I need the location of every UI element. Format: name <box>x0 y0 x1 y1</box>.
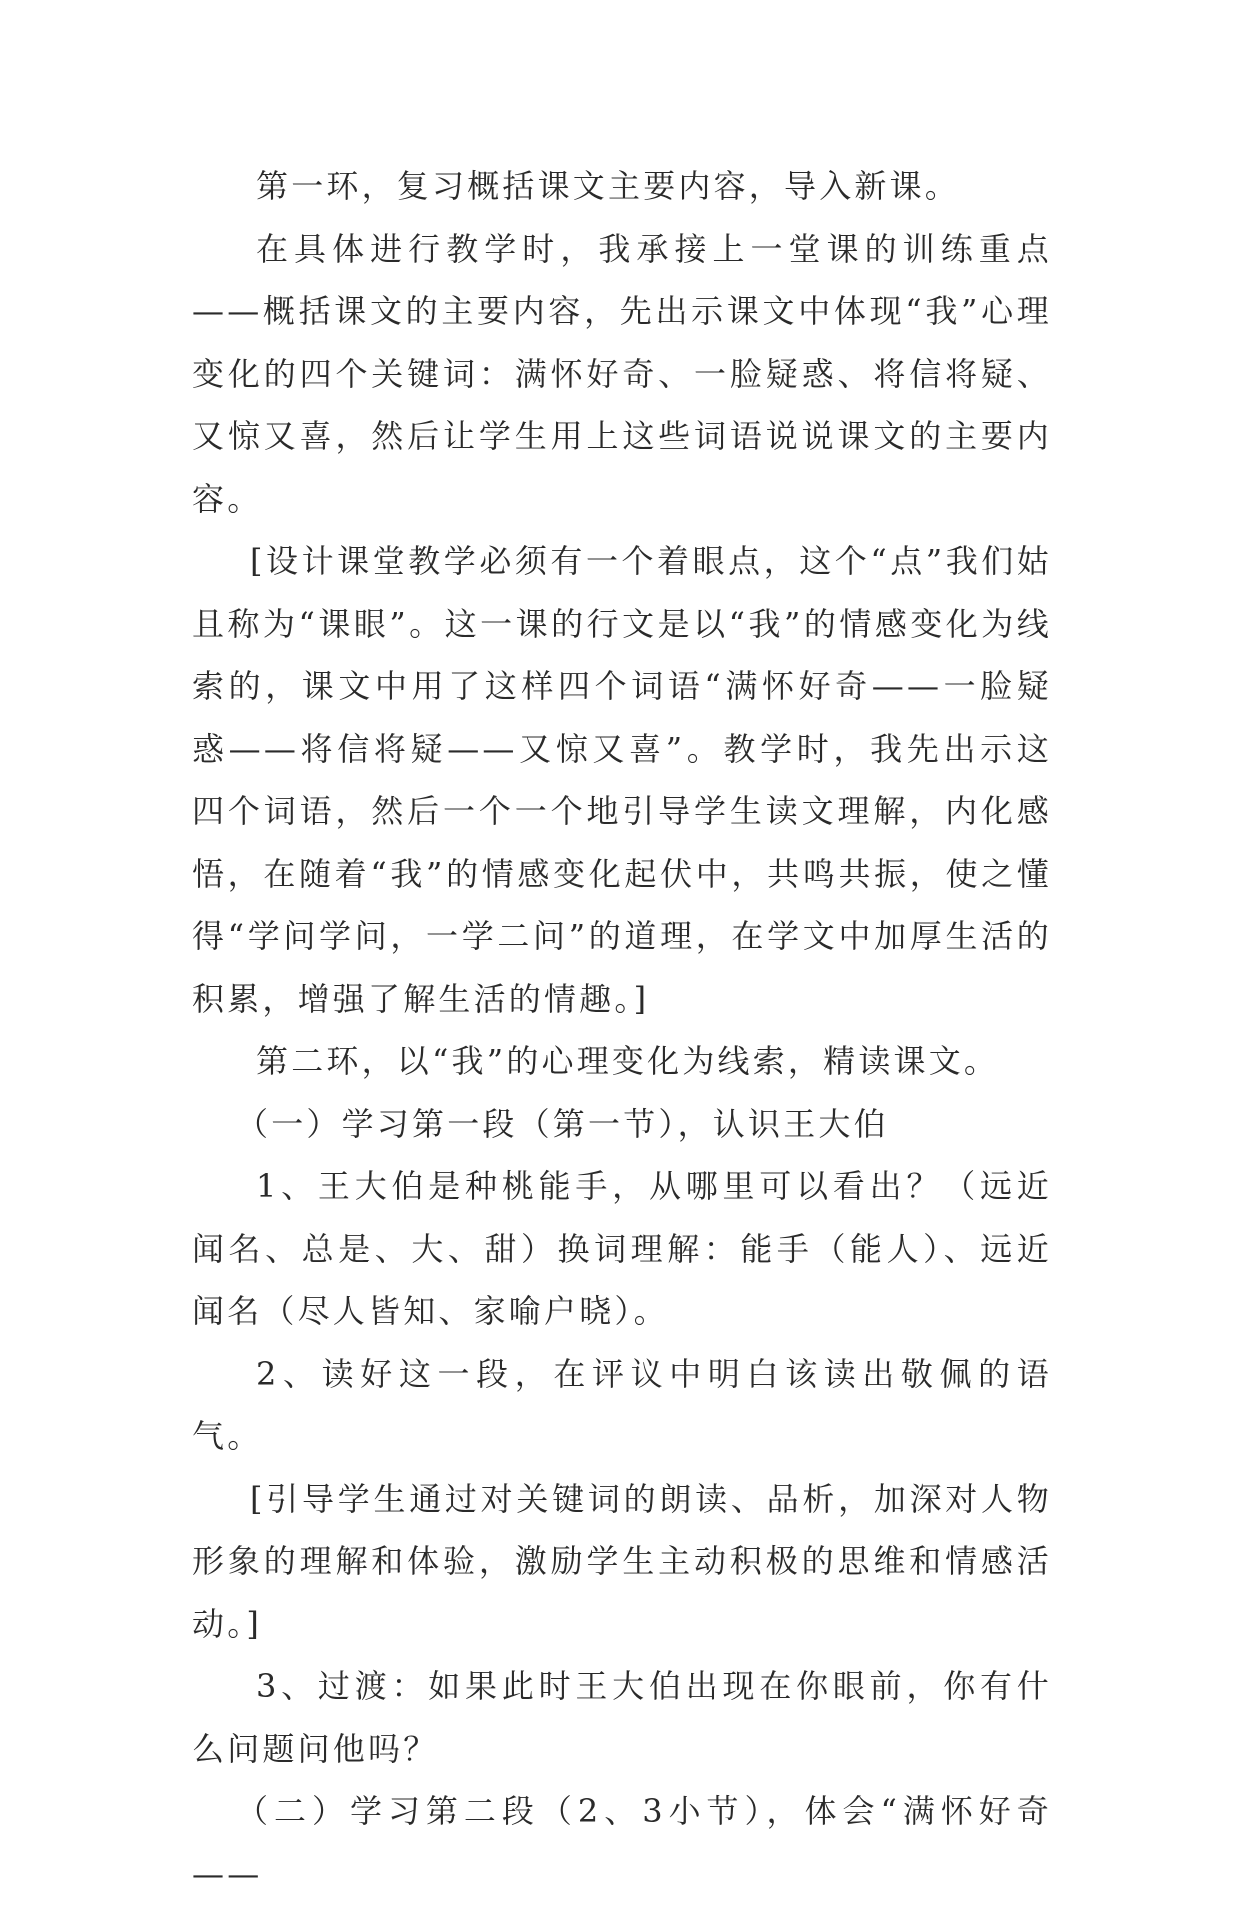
paragraph-9: 3、过渡：如果此时王大伯出现在你眼前，你有什么问题问他吗？ <box>192 1667 1052 1768</box>
paragraph-7: 2、读好这一段，在评议中明白该读出敬佩的语气。 <box>192 1354 1052 1455</box>
document-body <box>192 155 1052 1905</box>
paragraph-8: [引导学生通过对关键词的朗读、品析，加深对人物形象的理解和体验，激励学生主动积极的思维和情感活动。] <box>192 1479 1052 1643</box>
paragraph-3: [设计课堂教学必须有一个着眼点，这个“点”我们姑且称为“课眼”。这一课的行文是以“我”的情感变化为线索的，课文中用了这样四个词语“满怀好奇——一脸疑惑——将信将疑——又惊又喜”。教学时，我先出示这四个词语，然后一个一个地引导学生读文理解，内化感悟，在随着“我”的情感变化起伏中，共鸣共振，使之懂得“学问学问，一学二问”的道理，在学文中加厚生活的积累，增强了解生活的情趣。] <box>192 542 1052 1018</box>
paragraph-10: （二）学习第二段（2、3小节），体会“满怀好奇—— <box>192 1792 1052 1893</box>
paragraph-1: 第一环，复习概括课文主要内容，导入新课。 <box>256 167 961 205</box>
paragraph-5: （一）学习第一段（第一节），认识王大伯 <box>236 1104 889 1143</box>
paragraph-4: 第二环，以“我”的心理变化为线索，精读课文。 <box>256 1042 1000 1080</box>
paragraph-6: 1、王大伯是种桃能手，从哪里可以看出？（远近闻名、总是、大、甜）换词理解：能手（能人）、远近闻名（尽人皆知、家喻户晓）。 <box>192 1167 1052 1330</box>
paragraph-2: 在具体进行教学时，我承接上一堂课的训练重点——概括课文的主要内容，先出示课文中体现“我”心理变化的四个关键词：满怀好奇、一脸疑惑、将信将疑、又惊又喜，然后让学生用上这些词语说说课文的主要内容。 <box>192 229 1052 518</box>
